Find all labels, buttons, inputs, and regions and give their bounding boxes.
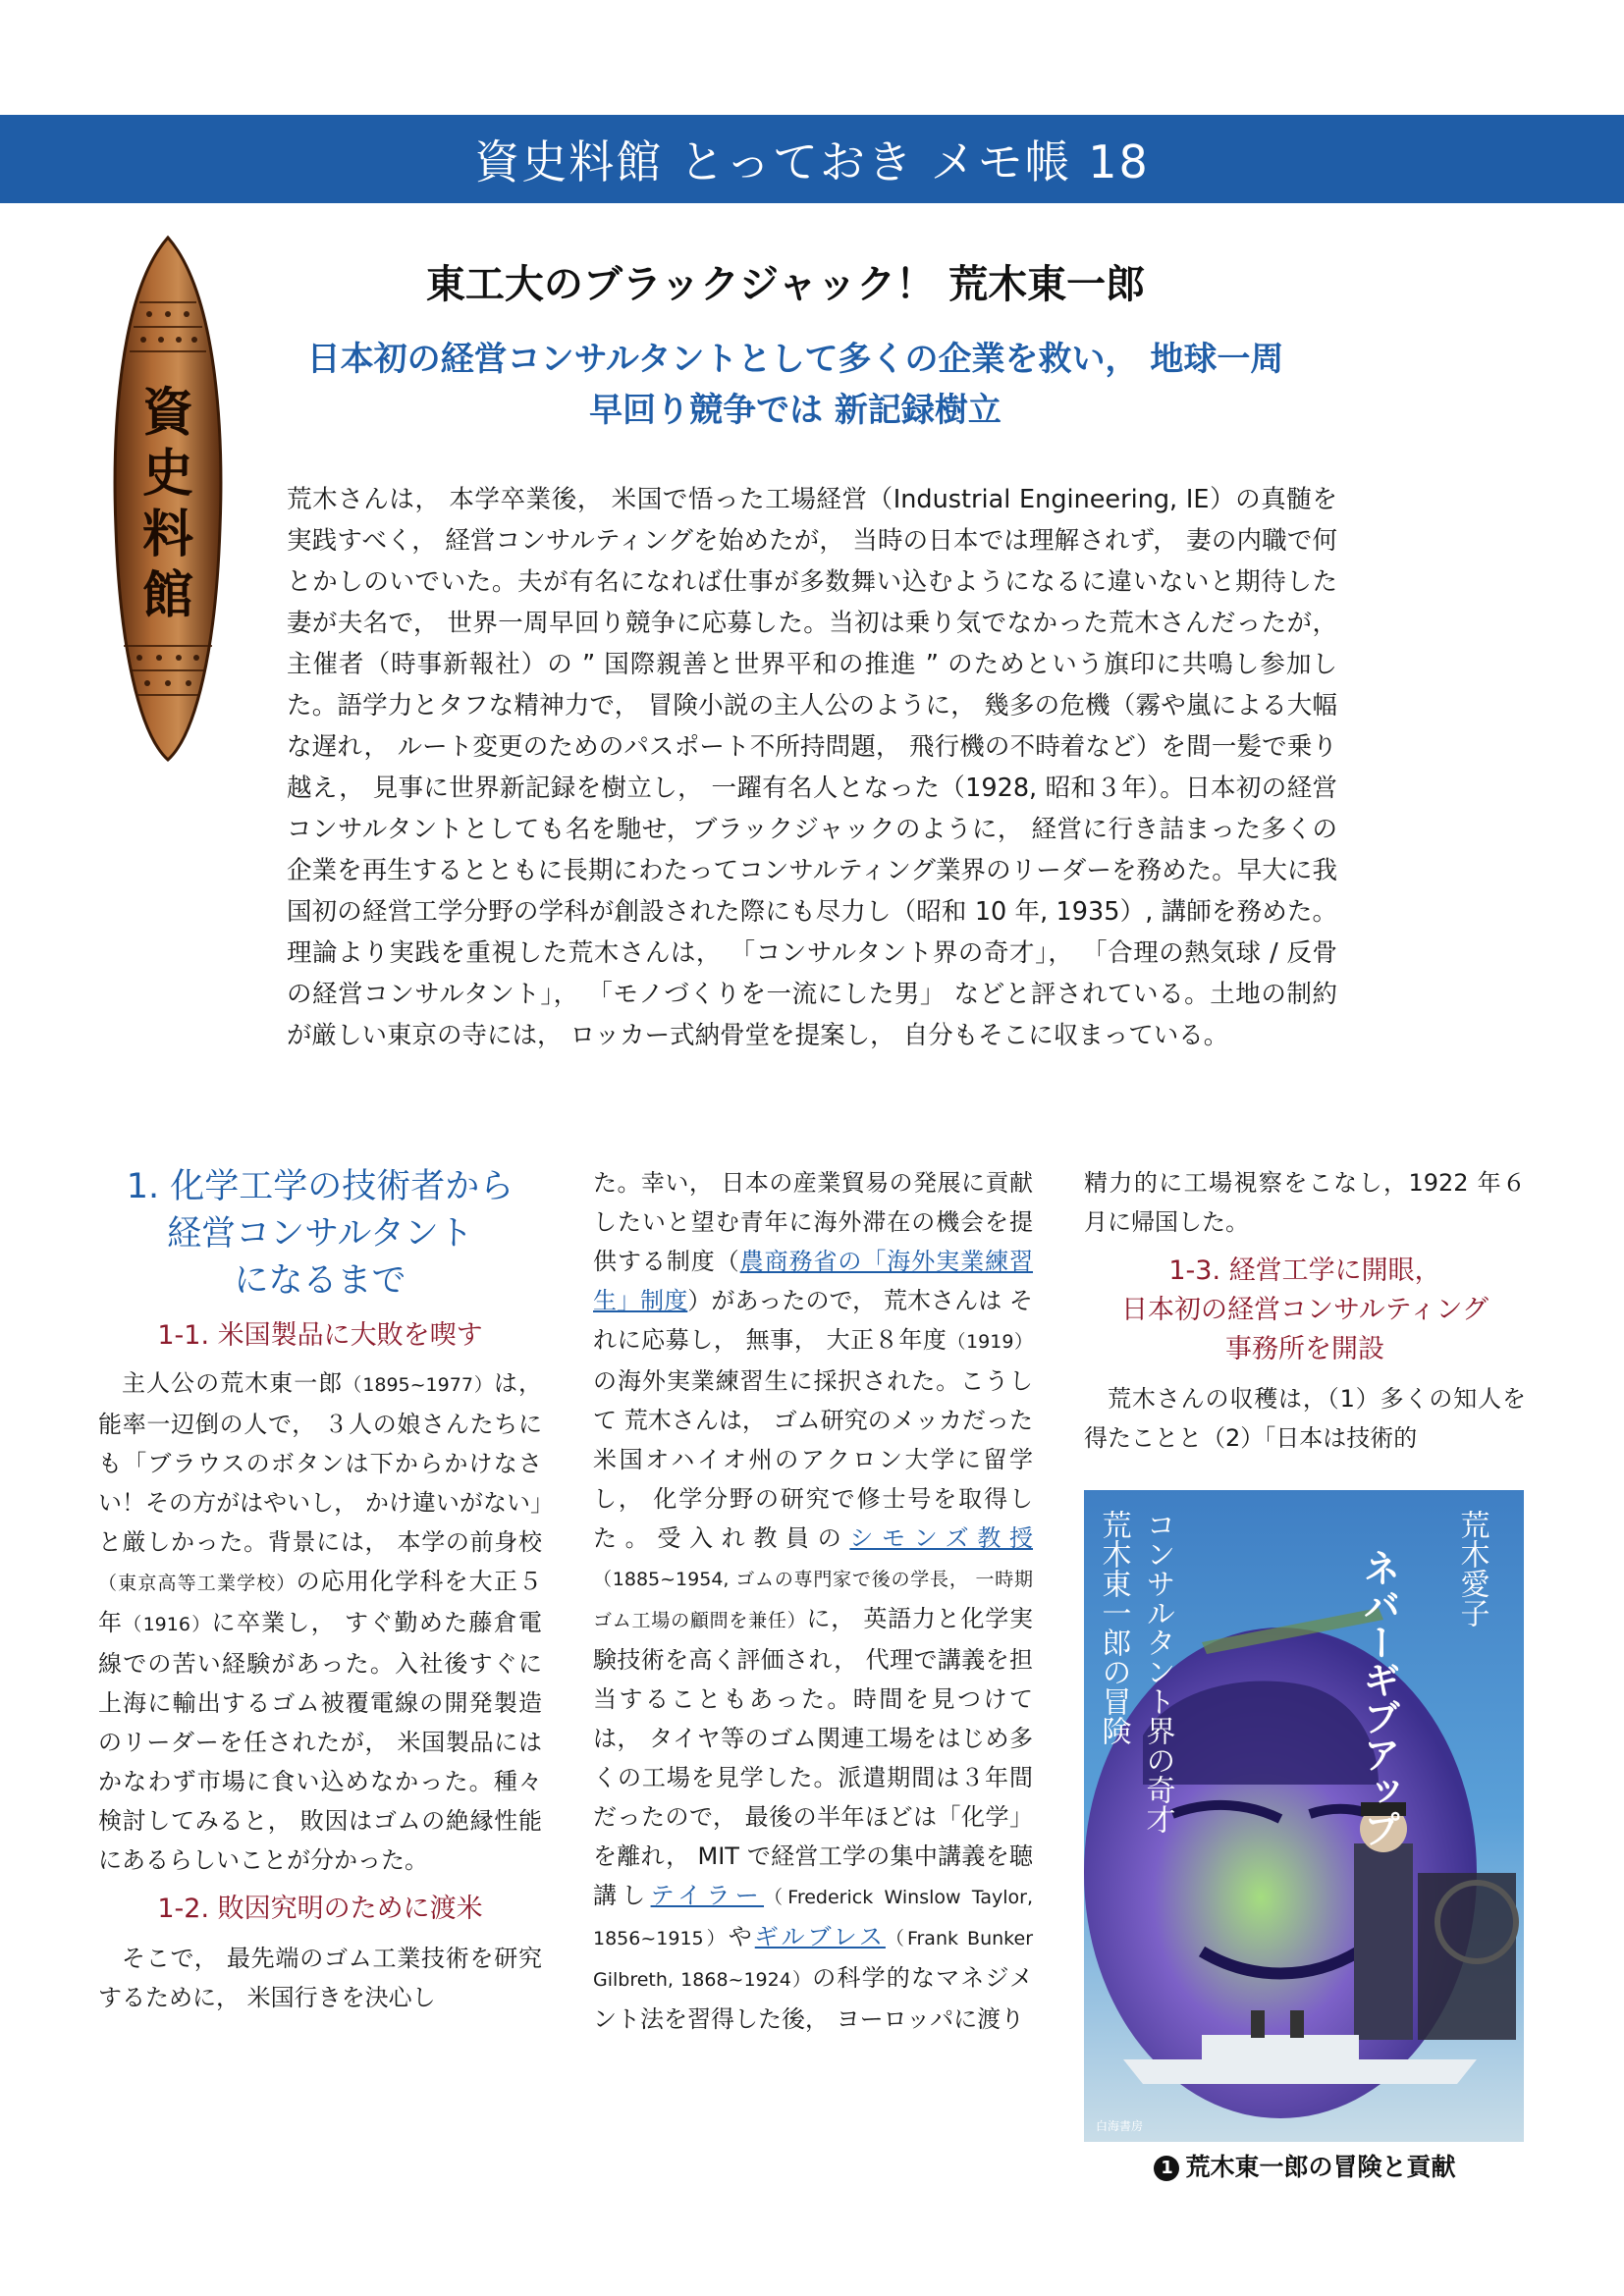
section-1-1-heading: 1-1. 米国製品に大敗を喫す — [157, 1320, 483, 1351]
text: の科学的なマネジメント法を習得した後， ヨーロッパに渡り — [593, 1964, 1034, 2033]
text: は， 能率一辺倒の人で， ３人の娘さんたちにも「ブラウスのボタンは下からかけなさい！その方がはやいし， かけ違いがない」と厳しかった。背景には， 本学の前身校 — [98, 1369, 542, 1556]
cover-publisher: 白海書房 — [1096, 2119, 1144, 2133]
section-1-heading-line-2: 経営コンサルタント — [167, 1214, 473, 1254]
subtitle-line-1: 日本初の経営コンサルタントとして多くの企業を救い， 地球一周 — [306, 340, 1284, 379]
link-overseas-trainee-program[interactable]: 農商務省の「海外実業練習生」制度 — [593, 1248, 1034, 1314]
link-gilbreth[interactable]: ギルブレス — [754, 1923, 886, 1950]
section-1-2-continued — [593, 1163, 1033, 2039]
section-1-3-heading — [1084, 1252, 1526, 1369]
caption-text: 荒木東一郎の冒険と貢献 — [1185, 2153, 1456, 2181]
section-1-2-paragraph: そこで， 最先端のゴム工業技術を研究するために， 米国行きを決心し — [98, 1945, 542, 2011]
text: に， 英語力と化学実験技術を高く評価され， 代理で講義を担当することもあった。時間を見つけては， タイヤ等のゴム関連工場をはじめ多くの工場を見学した。派遣期間は３年間だったので， 最後の半年ほどは「化学」を離れ， MIT で経営工学の集中講義を聴講し — [593, 1605, 1033, 1909]
book-cover-image — [1084, 1490, 1524, 2142]
text: や — [728, 1923, 755, 1950]
year-note: （1919） — [947, 1331, 1033, 1353]
gilbreth-note: （Frank Bunker Gilbreth, 1868~1924） — [593, 1928, 1033, 1991]
section-1-2-end: 精力的に工場視察をこなし，1922 年６月に帰国した。 — [1084, 1169, 1526, 1236]
section-1-3-heading-line-3: 事務所を開設 — [1225, 1334, 1384, 1364]
section-1-3-heading-line-2: 日本初の経営コンサルティング — [1121, 1295, 1489, 1325]
column-3 — [1084, 1163, 1526, 1458]
link-taylor[interactable]: テイラー — [650, 1882, 765, 1909]
text: の海外実業練習生に採択された。こうして 荒木さんは， ゴム研究のメッカだった米国オハイオ州のアクロン大学に留学し， 化学分野の研究で修士号を取得した。受入れ教員の — [593, 1367, 1033, 1552]
text: に卒業し， すぐ勤めた藤倉電線での苦い経験があった。入社後すぐに上海に輸出するゴム被覆電線の開発製造のリーダーを任されたが， 米国製品にはかなわず市場に食い込めなかった。種々検討してみると， 敗因はゴムの絶縁性能にあるらしいことが分かった。 — [98, 1609, 542, 1874]
svg-text:資: 資 — [141, 383, 194, 443]
year-note: （1916） — [123, 1614, 212, 1635]
link-professor-simmons[interactable]: シモンズ教授 — [849, 1524, 1034, 1552]
text: た。幸い， 日本の産業貿易の発展に貢献したいと望む青年に海外滞在の機会を提供する制度（ — [593, 1169, 1033, 1275]
cover-subtitle-2: 荒木東一郎の冒険 — [1096, 1510, 1131, 1745]
section-1-2-heading: 1-2. 敗因究明のために渡米 — [157, 1894, 483, 1924]
subtitle — [265, 334, 1326, 436]
intro-paragraph: 荒木さんは， 本学卒業後， 米国で悟った工場経営（Industrial Engineering, IE）の真髄を実践すべく， 経営コンサルティングを始めたが， 当時の日本では理解されず， 妻の内職で何とかしのいでいた。夫が有名になれば仕事が多数舞い込むようになるに違いないと期待した妻が夫名で， 世界一周早回り競争に応募した。当初は乗り気でなかった荒木さんだったが， 主催者（時事新報社）の ” 国際親善と世界平和の推進 ” のためという旗印に共鳴し参加した。語学力とタフな精神力で， 冒険小説の主人公のように， 幾多の危機（霧や嵐による大幅な遅れ， ルート変更のためのパスポート不所持問題， 飛行機の不時着など）を間一髪で乗り越え， 見事に世界新記録を樹立し， 一躍有名人となった（1928, 昭和３年）。日本初の経営コンサルタントとしても名を馳せ，ブラックジャックのように， 経営に行き詰まった多くの企業を再生するとともに長期にわたってコンサルティング業界のリーダーを務めた。早大に我国初の経営工学分野の学科が創設された際にも尽力し（昭和 10 年, 1935）, 講師を務めた。理論より実践を重視した荒木さんは， 「コンサルタント界の奇才」， 「合理の熱気球 / 反骨の経営コンサルタント」， 「モノづくりを一流にした男」 などと評されている。土地の制約が厳しい東京の寺には， ロッカー式納骨堂を提案し， 自分もそこに収まっている。 — [287, 485, 1337, 1050]
svg-text:料: 料 — [141, 505, 194, 564]
text: の応用化学科を大正５年 — [98, 1568, 542, 1636]
cover-subtitle: コンサルタント界の奇才 — [1140, 1510, 1175, 1834]
museum-emblem — [110, 234, 226, 764]
text: 主人公の荒木東一郎 — [122, 1369, 344, 1397]
column-2 — [593, 1163, 1033, 2039]
cover-author: 荒木愛子 — [1454, 1510, 1489, 1628]
subtitle-line-2: 早回り競争では 新記録樹立 — [589, 391, 1001, 430]
header-banner — [0, 115, 1624, 203]
banner-title: 資史料館 とっておき メモ帳 18 — [474, 135, 1150, 188]
simmons-note: （1885~1954, ゴムの専門家で後の学長， 一時期ゴム工場の顧問を兼任） — [593, 1569, 1033, 1631]
section-1-1-paragraph — [98, 1363, 542, 1880]
section-1-3-heading-line-1: 1-3. 経営工学に開眼， — [1168, 1255, 1441, 1286]
section-1-heading-line-1: 1. 化学工学の技術者から — [126, 1167, 514, 1206]
school-note: （東京高等工業学校） — [98, 1573, 297, 1594]
text: ）があったので， 荒木さんは それに応募し， 無事， 大正８年度 — [593, 1287, 1033, 1354]
taylor-note: （Frederick Winslow Taylor, 1856~1915） — [593, 1887, 1033, 1949]
column-1 — [98, 1163, 542, 2017]
section-1-3-paragraph: 荒木さんの収穫は，（1）多くの知人を得たことと（2）「日本は技術的 — [1084, 1385, 1526, 1452]
svg-text:館: 館 — [141, 565, 194, 625]
section-1-heading — [98, 1163, 542, 1305]
caption-number-badge: 1 — [1154, 2156, 1179, 2181]
svg-text:史: 史 — [141, 444, 194, 504]
figure-caption — [1084, 2148, 1526, 2183]
cover-title: ネバーギブアップ — [1357, 1549, 1400, 1847]
years-note: （1895~1977） — [343, 1374, 494, 1396]
headline: 東工大のブラックジャック！ 荒木東一郎 — [425, 262, 1146, 307]
section-1-heading-line-3: になるまで — [234, 1261, 406, 1301]
